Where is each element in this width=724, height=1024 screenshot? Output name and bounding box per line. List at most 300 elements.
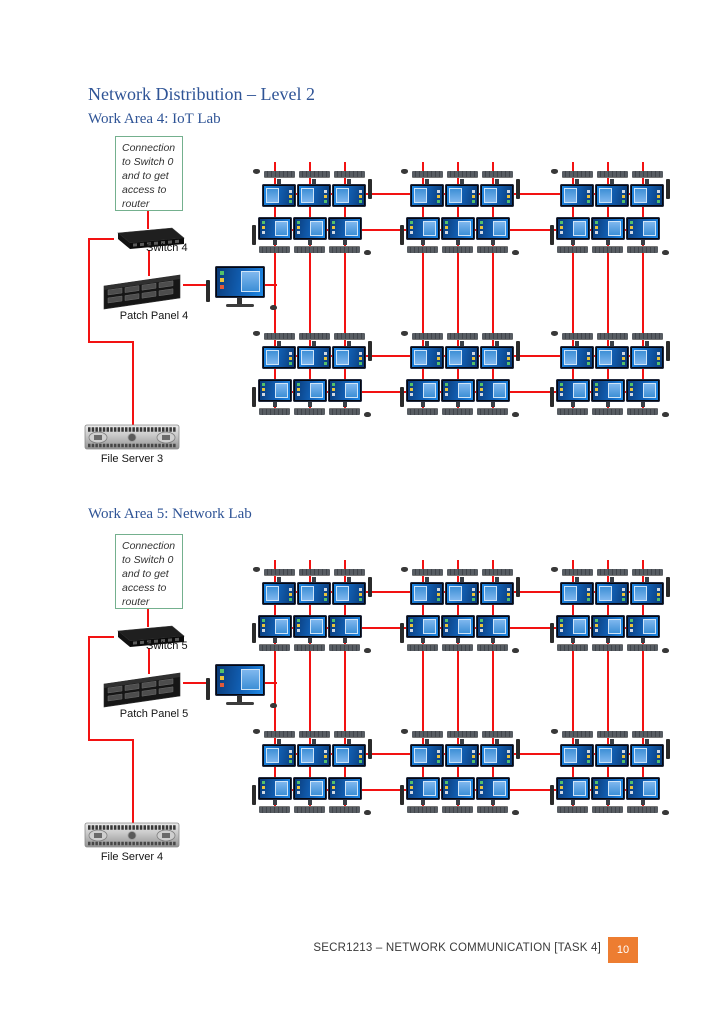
work-area-4-title: Work Area 4: IoT Lab (88, 111, 221, 127)
pc-tower-icon (252, 225, 256, 245)
keyboard (264, 731, 295, 738)
workstation-icon (480, 333, 514, 369)
monitor (332, 184, 366, 207)
monitor-screen (295, 779, 325, 798)
monitor (556, 217, 590, 240)
monitor-screen (408, 381, 438, 400)
monitor-stand (421, 800, 425, 805)
monitor-screen (443, 381, 473, 400)
mouse-icon (662, 648, 669, 653)
monitor-screen (264, 584, 294, 603)
pc-tower-icon (252, 387, 256, 407)
workstation-group (252, 565, 372, 605)
work-area-5-title: Work Area 5: Network Lab (88, 506, 252, 522)
monitor-stand (421, 638, 425, 643)
monitor-screen (299, 348, 329, 367)
monitor-screen (330, 779, 360, 798)
monitor (445, 184, 479, 207)
mouse-icon (512, 250, 519, 255)
keyboard (334, 333, 365, 340)
monitor-stand (347, 739, 351, 744)
monitor (480, 346, 514, 369)
workstation-icon (480, 569, 514, 605)
monitor (328, 615, 362, 638)
monitor-screen (632, 186, 662, 205)
monitor-screen (408, 219, 438, 238)
monitor-screen (295, 219, 325, 238)
monitor-screen (334, 348, 364, 367)
monitor-screen (593, 617, 623, 636)
workstation-icon (480, 731, 514, 767)
workstation-icon (441, 777, 475, 813)
mouse-icon (512, 648, 519, 653)
workstation-icon (591, 379, 625, 415)
workstation-group (400, 727, 520, 767)
monitor-stand (495, 341, 499, 346)
file-server-icon (84, 820, 180, 850)
monitor-screen (562, 348, 592, 367)
workstation-icon (410, 731, 444, 767)
workstation-icon (591, 217, 625, 253)
workstation-icon (406, 777, 440, 813)
monitor-stand (347, 577, 351, 582)
cable-switch-bus (88, 341, 134, 343)
cable-bus-to-file-server (132, 341, 134, 425)
monitor (441, 379, 475, 402)
keyboard (447, 569, 478, 576)
monitor (626, 217, 660, 240)
keyboard (597, 171, 628, 178)
monitor-stand (425, 179, 429, 184)
keyboard (412, 171, 443, 178)
work-area-4-diagram (80, 130, 716, 510)
monitor-stand (308, 240, 312, 245)
keyboard (482, 333, 513, 340)
monitor-stand (312, 341, 316, 346)
keyboard (592, 246, 623, 253)
monitor (293, 217, 327, 240)
keyboard (264, 171, 295, 178)
keyboard (442, 408, 473, 415)
pc-tower-icon (516, 739, 520, 759)
monitor-screen (260, 617, 290, 636)
keyboard (259, 644, 290, 651)
workstation-icon (626, 615, 660, 651)
mouse-icon (401, 169, 408, 174)
monitor-stand (273, 800, 277, 805)
workstation-icon (480, 171, 514, 207)
footer-text: SECR1213 – NETWORK COMMUNICATION [TASK 4] (313, 942, 601, 954)
workstation-group (400, 777, 520, 817)
mouse-icon (253, 729, 260, 734)
workstation-group (252, 727, 372, 767)
monitor-stand (495, 179, 499, 184)
monitor (560, 346, 594, 369)
monitor-stand (495, 739, 499, 744)
workstation-icon (332, 171, 366, 207)
switch-label: Switch 5 (146, 640, 188, 652)
pc-tower-icon (666, 739, 670, 759)
patch-panel-label: Patch Panel 4 (119, 310, 189, 322)
workstation-icon (626, 379, 660, 415)
monitor-screen (447, 348, 477, 367)
pc-tower-icon (368, 577, 372, 597)
callout-box: Connection to Switch 0 and to get access to router (115, 136, 183, 211)
mouse-icon (551, 331, 558, 336)
workstation-icon (556, 217, 590, 253)
monitor-stand (347, 341, 351, 346)
mouse-icon (662, 250, 669, 255)
monitor (626, 379, 660, 402)
monitor (262, 744, 296, 767)
keyboard (442, 246, 473, 253)
patch-panel-icon (98, 271, 184, 311)
cable-switch-bus (88, 238, 90, 343)
monitor-stand (277, 739, 281, 744)
monitor-stand (610, 577, 614, 582)
keyboard (264, 333, 295, 340)
monitor-screen (482, 746, 512, 765)
monitor (297, 744, 331, 767)
monitor-screen (264, 186, 294, 205)
mouse-icon (401, 331, 408, 336)
workstation-group (252, 615, 372, 655)
mouse-icon (253, 331, 260, 336)
workstation-group (400, 217, 520, 257)
monitor-stand (606, 800, 610, 805)
file-server-label: File Server 4 (100, 851, 164, 863)
monitor (630, 346, 664, 369)
monitor-stand (641, 402, 645, 407)
workstation-icon (626, 217, 660, 253)
monitor (591, 777, 625, 800)
keyboard (627, 644, 658, 651)
keyboard (407, 408, 438, 415)
workstation-icon (328, 777, 362, 813)
workstation-icon (332, 731, 366, 767)
monitor-stand (425, 739, 429, 744)
monitor-stand (491, 402, 495, 407)
mouse-icon (364, 250, 371, 255)
monitor-stand (610, 179, 614, 184)
monitor-screen (295, 617, 325, 636)
monitor (328, 217, 362, 240)
keyboard (477, 246, 508, 253)
monitor-stand (308, 800, 312, 805)
keyboard (259, 246, 290, 253)
keyboard (592, 408, 623, 415)
pc-tower-icon (516, 179, 520, 199)
pc-tower-icon (666, 577, 670, 597)
keyboard (299, 731, 330, 738)
monitor-screen (334, 186, 364, 205)
keyboard (477, 408, 508, 415)
monitor-screen (632, 348, 662, 367)
monitor (591, 379, 625, 402)
keyboard (294, 644, 325, 651)
workstation-icon (262, 333, 296, 369)
workstation-icon (293, 217, 327, 253)
page-title: Network Distribution – Level 2 (88, 84, 315, 104)
keyboard (562, 569, 593, 576)
pc-tower-icon (666, 179, 670, 199)
monitor-stand (606, 638, 610, 643)
monitor-screen (408, 617, 438, 636)
workstation-group (252, 329, 372, 369)
workstation-icon (328, 217, 362, 253)
monitor-screen (562, 186, 592, 205)
keyboard (597, 569, 628, 576)
monitor (480, 744, 514, 767)
monitor-screen (330, 219, 360, 238)
keyboard (447, 333, 478, 340)
monitor-screen (330, 381, 360, 400)
workstation-icon (258, 615, 292, 651)
monitor-stand (456, 800, 460, 805)
monitor-stand (425, 577, 429, 582)
mouse-icon (662, 412, 669, 417)
keyboard (329, 408, 360, 415)
monitor-screen (482, 348, 512, 367)
workstation-icon (262, 569, 296, 605)
monitor-screen (260, 779, 290, 798)
cable-switch-bus (88, 636, 90, 741)
monitor (332, 582, 366, 605)
keyboard (597, 731, 628, 738)
monitor (476, 777, 510, 800)
monitor (441, 217, 475, 240)
monitor-stand (645, 739, 649, 744)
workstation-icon (591, 615, 625, 651)
keyboard (627, 806, 658, 813)
workstation-group (400, 329, 520, 369)
workstation-icon (410, 171, 444, 207)
monitor (630, 744, 664, 767)
callout-box: Connection to Switch 0 and to get access to router (115, 534, 183, 609)
pc-tower-icon (400, 387, 404, 407)
keyboard (442, 806, 473, 813)
mouse-icon (253, 567, 260, 572)
patch-panel-icon (98, 669, 184, 709)
monitor-screen (593, 381, 623, 400)
keyboard (264, 569, 295, 576)
monitor (560, 744, 594, 767)
monitor-stand (641, 638, 645, 643)
monitor-stand (347, 179, 351, 184)
monitor-screen (482, 584, 512, 603)
monitor (480, 184, 514, 207)
monitor (595, 184, 629, 207)
keyboard (334, 171, 365, 178)
monitor-screen (299, 584, 329, 603)
monitor-screen (628, 779, 658, 798)
monitor-stand (312, 577, 316, 582)
keyboard (329, 246, 360, 253)
workstation-icon (328, 379, 362, 415)
monitor (476, 379, 510, 402)
workstation-icon (445, 731, 479, 767)
keyboard (334, 569, 365, 576)
monitor-stand (277, 577, 281, 582)
pc-tower-icon (550, 225, 554, 245)
monitor-screen (593, 779, 623, 798)
monitor (630, 184, 664, 207)
monitor-stand (425, 341, 429, 346)
monitor-stand (456, 638, 460, 643)
monitor-stand (571, 402, 575, 407)
workstation-icon (441, 217, 475, 253)
pc-tower-icon (400, 785, 404, 805)
workstation-icon (560, 333, 594, 369)
keyboard (299, 171, 330, 178)
keyboard (412, 731, 443, 738)
monitor-stand (641, 800, 645, 805)
monitor-stand (460, 577, 464, 582)
file-server-label: File Server 3 (100, 453, 164, 465)
monitor-screen (558, 219, 588, 238)
mouse-icon (512, 412, 519, 417)
keyboard (562, 731, 593, 738)
monitor (480, 582, 514, 605)
keyboard (477, 806, 508, 813)
monitor (406, 777, 440, 800)
monitor (293, 777, 327, 800)
monitor-screen (443, 617, 473, 636)
monitor-stand (645, 577, 649, 582)
keyboard (597, 333, 628, 340)
monitor-screen (597, 584, 627, 603)
pc-tower-icon (400, 623, 404, 643)
workstation-icon (293, 615, 327, 651)
keyboard (259, 806, 290, 813)
workstation-icon (560, 731, 594, 767)
keyboard (259, 408, 290, 415)
workstation-icon (297, 333, 331, 369)
monitor-stand (495, 577, 499, 582)
pc-tower-icon (550, 623, 554, 643)
monitor (595, 582, 629, 605)
workstation-group (400, 565, 520, 605)
monitor (406, 615, 440, 638)
monitor (476, 615, 510, 638)
workstation-icon (441, 379, 475, 415)
pc-tower-icon (368, 179, 372, 199)
pc-tower-icon (368, 739, 372, 759)
workstation-icon (476, 777, 510, 813)
monitor (626, 615, 660, 638)
workstation-icon (630, 333, 664, 369)
monitor (556, 615, 590, 638)
monitor-stand (645, 341, 649, 346)
keyboard (299, 333, 330, 340)
keyboard (407, 246, 438, 253)
monitor-stand (575, 341, 579, 346)
monitor (441, 615, 475, 638)
workstation-icon (328, 615, 362, 651)
monitor-screen (597, 186, 627, 205)
monitor-screen (299, 186, 329, 205)
mouse-icon (401, 567, 408, 572)
monitor (297, 346, 331, 369)
workstation-icon (630, 731, 664, 767)
keyboard (482, 731, 513, 738)
keyboard (329, 644, 360, 651)
monitor (262, 582, 296, 605)
monitor-stand (343, 402, 347, 407)
mouse-icon (364, 810, 371, 815)
mouse-icon (401, 729, 408, 734)
monitor-screen (632, 746, 662, 765)
switch-label: Switch 4 (146, 242, 188, 254)
workstation-group (400, 379, 520, 419)
keyboard (447, 731, 478, 738)
workstation-icon (445, 333, 479, 369)
work-area-5-diagram (80, 528, 716, 908)
monitor (258, 777, 292, 800)
monitor-screen (412, 348, 442, 367)
page-number-badge: 10 (608, 937, 638, 963)
monitor (297, 184, 331, 207)
workstation-icon (258, 379, 292, 415)
workstation-icon (591, 777, 625, 813)
workstation-group (550, 565, 670, 605)
workstation-icon (556, 777, 590, 813)
workstation-icon (626, 777, 660, 813)
monitor-screen (478, 219, 508, 238)
mouse-icon (551, 729, 558, 734)
monitor-stand (610, 739, 614, 744)
keyboard (592, 806, 623, 813)
workstation-icon (476, 379, 510, 415)
monitor-stand (571, 800, 575, 805)
monitor-screen (330, 617, 360, 636)
workstation-icon (441, 615, 475, 651)
workstation-icon (560, 171, 594, 207)
monitor (556, 777, 590, 800)
keyboard (557, 644, 588, 651)
monitor-stand (421, 240, 425, 245)
monitor-screen (443, 779, 473, 798)
monitor-screen (447, 584, 477, 603)
monitor-screen (632, 584, 662, 603)
monitor-screen (295, 381, 325, 400)
monitor-screen (597, 746, 627, 765)
monitor (630, 582, 664, 605)
monitor-stand (460, 739, 464, 744)
monitor-stand (343, 240, 347, 245)
workstation-icon (406, 217, 440, 253)
workstation-icon (297, 569, 331, 605)
keyboard (632, 569, 663, 576)
monitor-stand (312, 739, 316, 744)
pc-tower-icon (516, 341, 520, 361)
monitor-stand (460, 179, 464, 184)
workstation-icon (556, 615, 590, 651)
keyboard (412, 333, 443, 340)
monitor-stand (273, 638, 277, 643)
workstation-group (550, 167, 670, 207)
monitor-screen (412, 186, 442, 205)
monitor (332, 346, 366, 369)
workstation-icon (406, 615, 440, 651)
monitor (476, 217, 510, 240)
monitor (410, 346, 444, 369)
monitor-stand (575, 739, 579, 744)
keyboard (294, 806, 325, 813)
cable-bus-to-file-server (132, 739, 134, 823)
monitor-screen (447, 746, 477, 765)
keyboard (299, 569, 330, 576)
